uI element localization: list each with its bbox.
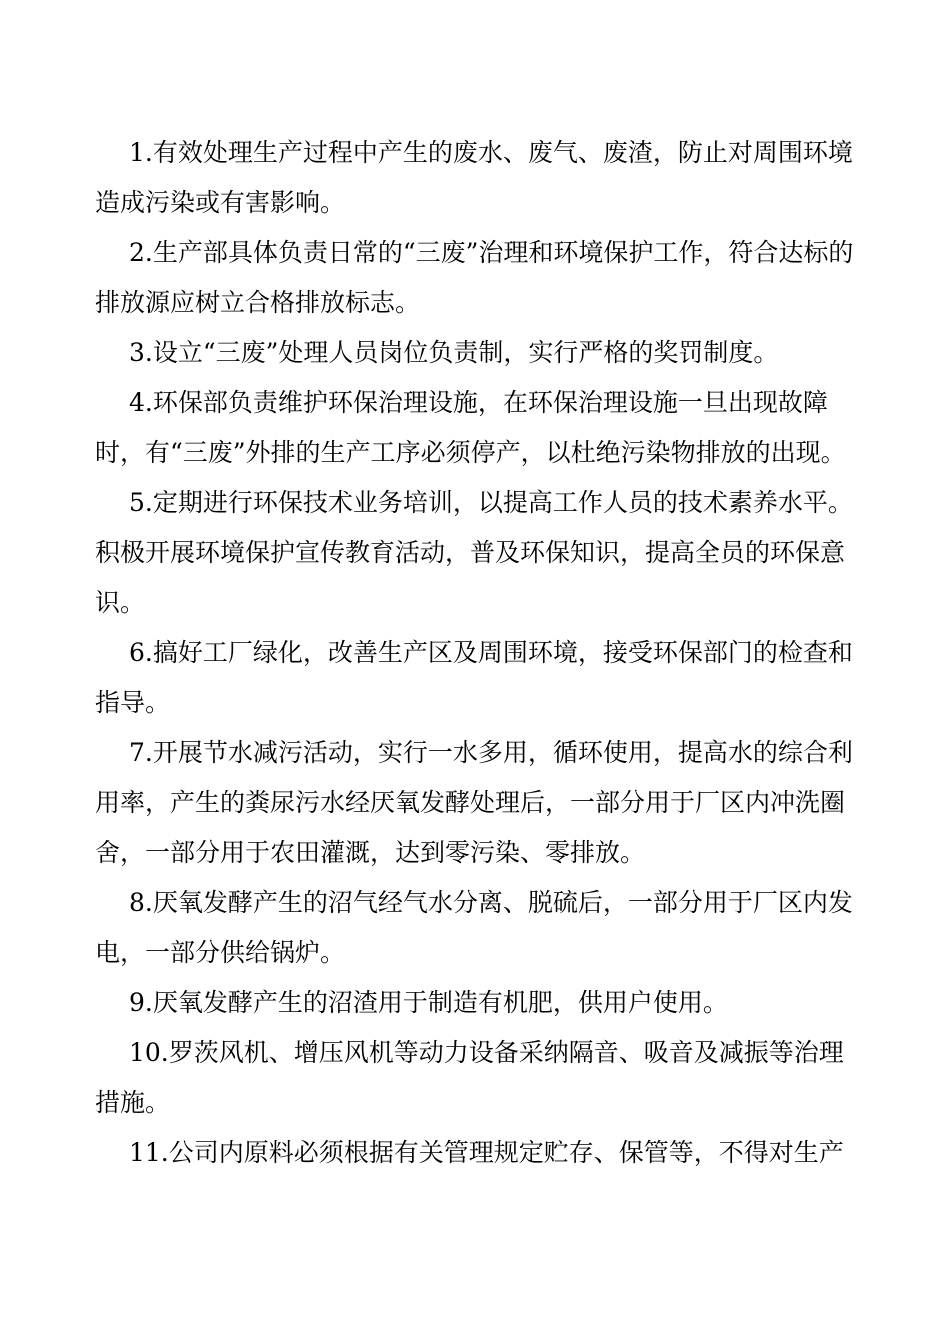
paragraph-7: 7.开展节水减污活动，实行一水多用，循环使用，提高水的综合利用率，产生的粪尿污水经厌氧发酵处理后，一部分用于厂区内冲洗圈舍，一部分用于农田灌溉，达到零污染、零排放。 xyxy=(95,738,853,867)
paragraph-8: 8.厌氧发酵产生的沼气经气水分离、脱硫后，一部分用于厂区内发电，一部分供给锅炉。 xyxy=(95,888,853,967)
paragraph-5: 5.定期进行环保技术业务培训，以提高工作人员的技术素养水平。积极开展环境保护宣传教育活动，普及环保知识，提高全员的环保意识。 xyxy=(95,488,853,617)
paragraph-2: 2.生产部具体负责日常的“三废”治理和环境保护工作，符合达标的排放源应树立合格排放标志。 xyxy=(95,238,854,317)
paragraph-3: 3.设立“三废”处理人员岗位负责制，实行严格的奖罚制度。 xyxy=(129,338,779,367)
paragraph-4: 4.环保部负责维护环保治理设施，在环保治理设施一旦出现故障时，有“三废”外排的生产工序必须停产，以杜绝污染物排放的出现。 xyxy=(95,388,846,467)
paragraph-1: 1.有效处理生产过程中产生的废水、废气、废渣，防止对周围环境造成污染或有害影响。 xyxy=(95,138,853,217)
document-page xyxy=(95,128,857,1178)
paragraph-11: 11.公司内原料必须根据有关管理规定贮存、保管等，不得对生产 xyxy=(129,1138,844,1167)
paragraph-6: 6.搞好工厂绿化，改善生产区及周围环境，接受环保部门的检查和指导。 xyxy=(95,638,853,717)
paragraph-10: 10.罗茨风机、增压风机等动力设备采纳隔音、吸音及减振等治理措施。 xyxy=(95,1038,844,1117)
paragraph-9: 9.厌氧发酵产生的沼渣用于制造有机肥，供用户使用。 xyxy=(129,988,728,1017)
